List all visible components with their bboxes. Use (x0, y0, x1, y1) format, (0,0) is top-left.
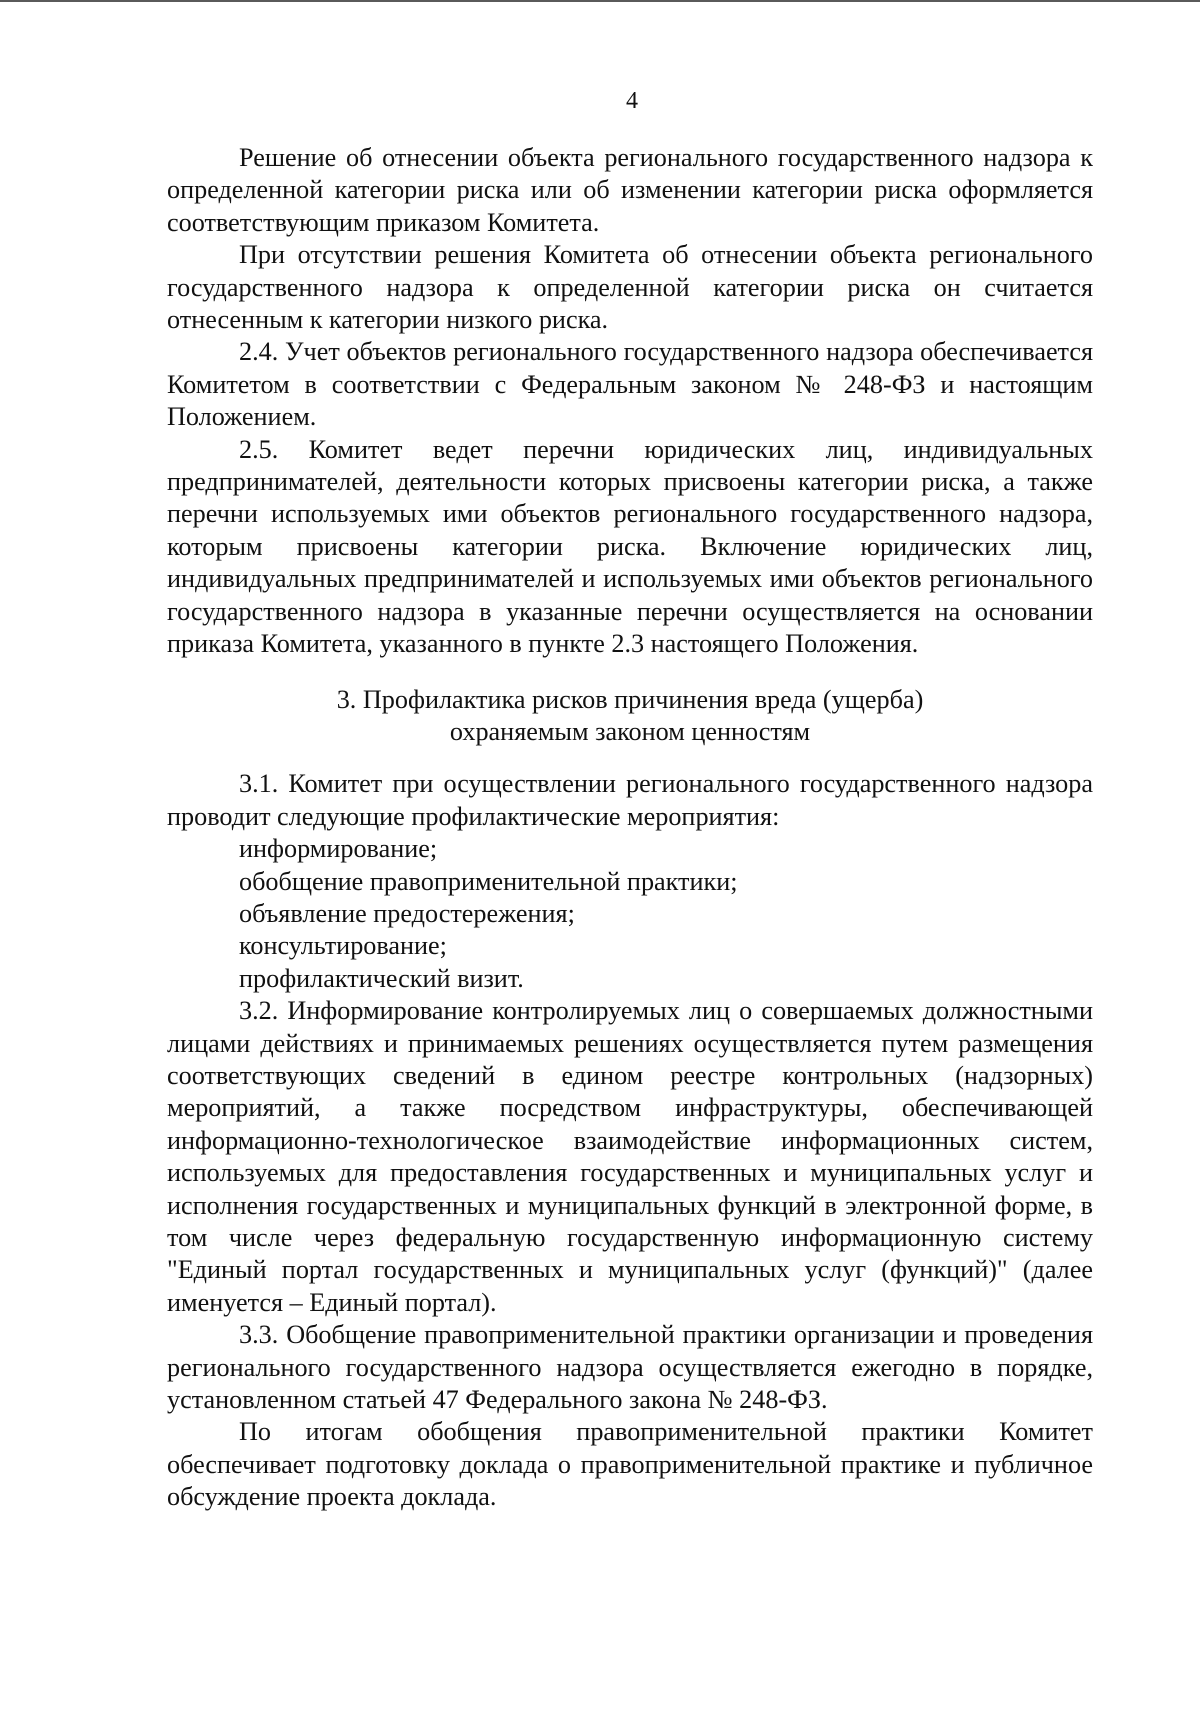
measure-list-item: обобщение правоприменительной практики; (239, 866, 738, 896)
paragraph-3-3: 3.3. Обобщение правоприменительной практики организации и проведения регионального государственного надзора осуществляется ежегодно в порядке, установленном статьей 47 Федерального закона № 248-ФЗ. (167, 1320, 1093, 1415)
paragraph-default-low-risk: При отсутствии решения Комитета об отнесении объекта регионального государственного надзора к определенной категории риска он считается отнесенным к категории низкого риска. (167, 240, 1093, 335)
page-number: 4 (626, 88, 638, 114)
section-3-heading-line-2: охраняемым законом ценностям (449, 716, 811, 746)
measure-list-item: объявление предостережения; (239, 898, 575, 928)
scan-top-edge (0, 0, 1200, 2)
measure-list-item: профилактический визит. (239, 963, 524, 993)
paragraph-2-4: 2.4. Учет объектов регионального государственного надзора обеспечивается Комитетом в соответствии с Федеральным законом № 248-ФЗ и настоящим Положением. (167, 337, 1093, 432)
section-3-heading (167, 684, 1093, 749)
section-3-heading-line-1: 3. Профилактика рисков причинения вреда (ущерба) (336, 684, 924, 714)
paragraph-3-2: 3.2. Информирование контролируемых лиц о совершаемых должностными лицами действиях и принимаемых решениях осуществляется путем размещения соответствующих сведений в едином реестре контрольных (надзорных) мероприятий, а также посредством инфраструктуры, обеспечивающей информационно-технологическое взаимодействие информационных систем, используемых для предоставления государственных и муниципальных услуг и исполнения государственных и муниципальных функций в электронной форме, в том числе через федеральную государственную информационную систему "Единый портал государственных и муниципальных услуг (функций)" (далее именуется – Единый портал). (167, 996, 1093, 1317)
paragraph-2-5: 2.5. Комитет ведет перечни юридических лиц, индивидуальных предпринимателей, деятельности которых присвоены категории риска, а также перечни используемых ими объектов регионального государственного надзора, которым присвоены категории риска. Включение юридических лиц, индивидуальных предпринимателей и используемых ими объектов регионального государственного надзора в указанные перечни осуществляется на основании приказа Комитета, указанного в пункте 2.3 настоящего Положения. (167, 434, 1093, 659)
paragraph-risk-decision: Решение об отнесении объекта регионального государственного надзора к определенной категории риска или об изменении категории риска оформляется соответствующим приказом Комитета. (167, 143, 1093, 237)
paragraph-3-1: 3.1. Комитет при осуществлении регионального государственного надзора проводит следующие профилактические мероприятия: (167, 769, 1093, 831)
paragraph-report: По итогам обобщения правоприменительной практики Комитет обеспечивает подготовку доклада о правоприменительной практике и публичное обсуждение проекта доклада. (167, 1417, 1093, 1512)
document-body (167, 142, 1093, 1514)
measure-list-item: информирование; (239, 834, 438, 864)
measure-list-item: консультирование; (239, 931, 447, 961)
